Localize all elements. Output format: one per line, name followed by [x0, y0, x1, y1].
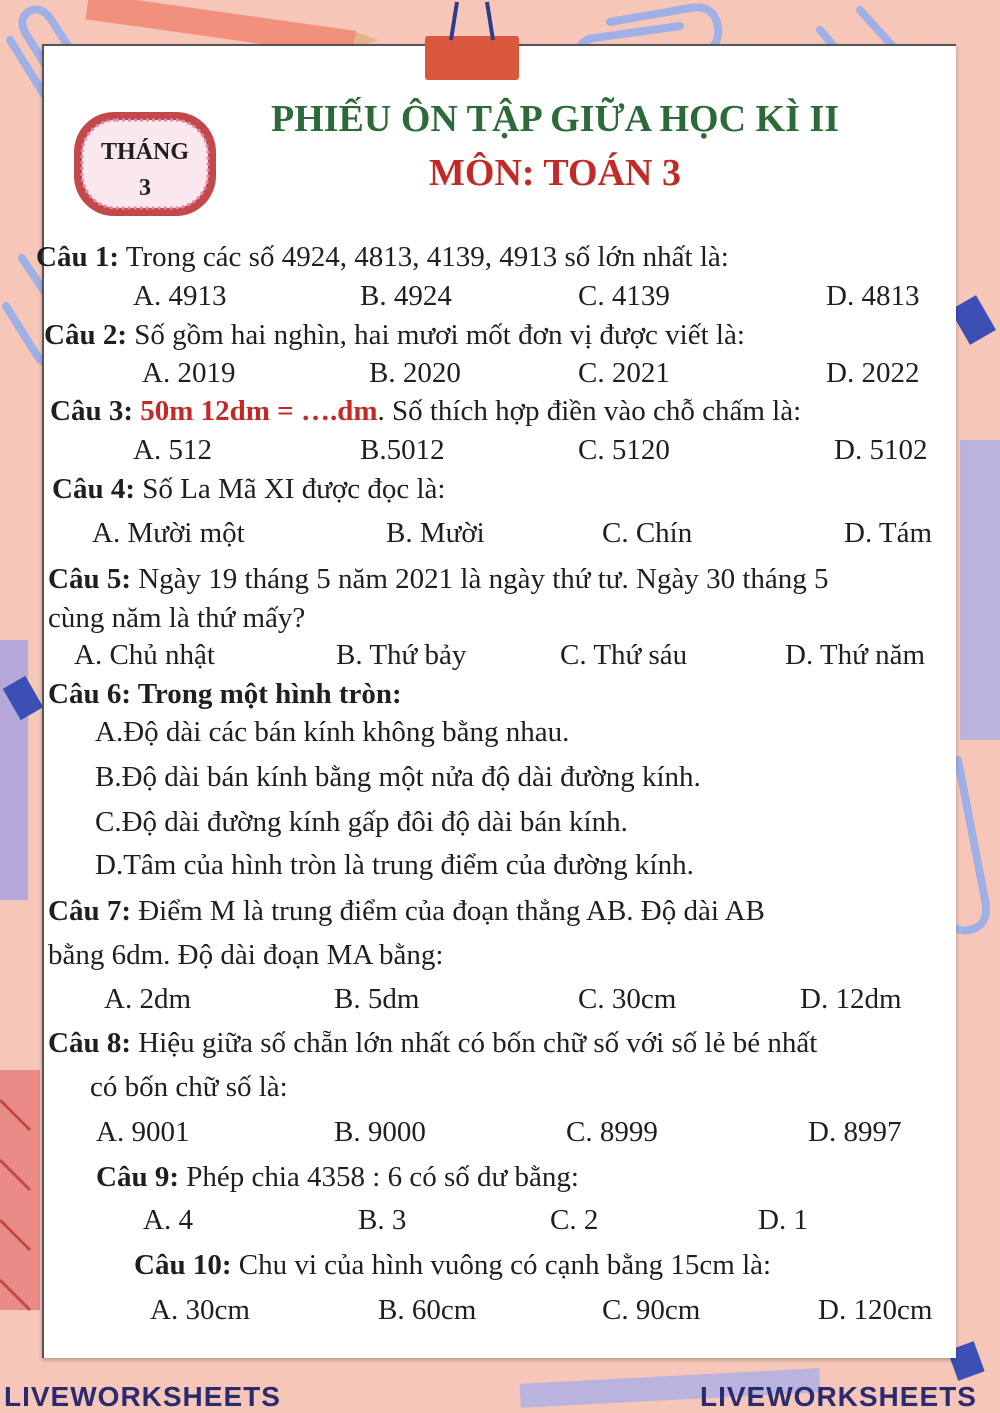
q8-option-d[interactable]: D. 8997 [808, 1116, 902, 1148]
q8-option-a[interactable]: A. 9001 [96, 1116, 190, 1148]
q1-option-a[interactable]: A. 4913 [133, 280, 227, 312]
question-3: Câu 3: 50m 12dm = ….dm. Số thích hợp điền vào chỗ chấm là: [50, 395, 802, 427]
liveworksheets-logo-right: LIVEWORKSHEETS [700, 1381, 977, 1412]
q5-option-b[interactable]: B. Thứ bảy [336, 639, 467, 671]
q2-option-d[interactable]: D. 2022 [826, 357, 920, 389]
question-5-continued: cùng năm là thứ mấy? [48, 602, 306, 634]
q3-option-b[interactable]: B.5012 [360, 434, 445, 466]
q7-option-a[interactable]: A. 2dm [104, 983, 191, 1015]
q6-option-c[interactable]: C.Độ dài đường kính gấp đôi độ dài bán kính. [95, 806, 628, 838]
q5-option-a[interactable]: A. Chủ nhật [74, 639, 215, 671]
q5-option-c[interactable]: C. Thứ sáu [560, 639, 688, 671]
q7-option-d[interactable]: D. 12dm [800, 983, 902, 1015]
question-1: Câu 1: Trong các số 4924, 4813, 4139, 4913 số lớn nhất là: [36, 241, 729, 273]
month-label: THÁNG [100, 139, 189, 165]
q2-option-c[interactable]: C. 2021 [578, 357, 670, 389]
q7-option-c[interactable]: C. 30cm [578, 983, 677, 1015]
q4-option-a[interactable]: A. Mười một [92, 517, 245, 549]
page-title: PHIẾU ÔN TẬP GIỮA HỌC KÌ II [271, 98, 839, 140]
liveworksheets-logo-left: LIVEWORKSHEETS [4, 1381, 281, 1412]
month-number: 3 [139, 175, 151, 201]
q3-option-c[interactable]: C. 5120 [578, 434, 670, 466]
q9-option-d[interactable]: D. 1 [758, 1204, 808, 1236]
q10-option-a[interactable]: A. 30cm [150, 1294, 250, 1326]
question-8-continued: có bốn chữ số là: [90, 1071, 288, 1103]
q10-option-d[interactable]: D. 120cm [818, 1294, 933, 1326]
question-7-continued: bằng 6dm. Độ dài đoạn MA bằng: [48, 939, 444, 971]
q2-option-b[interactable]: B. 2020 [369, 357, 461, 389]
question-5: Câu 5: Ngày 19 tháng 5 năm 2021 là ngày thứ tư. Ngày 30 tháng 5 [48, 563, 829, 595]
q8-option-c[interactable]: C. 8999 [566, 1116, 658, 1148]
question-10: Câu 10: Chu vi của hình vuông có cạnh bằng 15cm là: [134, 1249, 772, 1281]
q3-option-a[interactable]: A. 512 [133, 434, 212, 466]
q9-option-b[interactable]: B. 3 [358, 1204, 407, 1236]
q4-option-d[interactable]: D. Tám [844, 517, 933, 549]
question-8: Câu 8: Hiệu giữa số chẵn lớn nhất có bốn chữ số với số lẻ bé nhất [48, 1027, 818, 1059]
q3-option-d[interactable]: D. 5102 [834, 434, 928, 466]
q1-option-d[interactable]: D. 4813 [826, 280, 920, 312]
month-badge [70, 134, 220, 206]
q7-option-b[interactable]: B. 5dm [334, 983, 420, 1015]
q10-option-c[interactable]: C. 90cm [602, 1294, 701, 1326]
q6-option-b[interactable]: B.Độ dài bán kính bằng một nửa độ dài đường kính. [95, 761, 701, 793]
q2-option-a[interactable]: A. 2019 [142, 357, 236, 389]
question-2: Câu 2: Số gồm hai nghìn, hai mươi mốt đơn vị được viết là: [44, 319, 745, 351]
conversion-expression: 50m 12dm = ….dm [140, 395, 378, 427]
question-7: Câu 7: Điểm M là trung điểm của đoạn thẳng AB. Độ dài AB [48, 895, 765, 927]
q6-option-a[interactable]: A.Độ dài các bán kính không bằng nhau. [95, 716, 570, 748]
q4-option-c[interactable]: C. Chín [602, 517, 693, 549]
q1-option-c[interactable]: C. 4139 [578, 280, 670, 312]
question-4: Câu 4: Số La Mã XI được đọc là: [52, 473, 446, 505]
q6-option-d[interactable]: D.Tâm của hình tròn là trung điểm của đường kính. [95, 849, 694, 881]
question-6: Câu 6: Trong một hình tròn: [48, 678, 402, 710]
q9-option-a[interactable]: A. 4 [143, 1204, 193, 1236]
q8-option-b[interactable]: B. 9000 [334, 1116, 426, 1148]
q10-option-b[interactable]: B. 60cm [378, 1294, 477, 1326]
q4-option-b[interactable]: B. Mười [386, 517, 485, 549]
q5-option-d[interactable]: D. Thứ năm [785, 639, 926, 671]
question-9: Câu 9: Phép chia 4358 : 6 có số dư bằng: [96, 1161, 579, 1193]
clip-wire [443, 0, 503, 50]
q9-option-c[interactable]: C. 2 [550, 1204, 599, 1236]
subject-title: MÔN: TOÁN 3 [429, 152, 681, 194]
q1-option-b[interactable]: B. 4924 [360, 280, 452, 312]
